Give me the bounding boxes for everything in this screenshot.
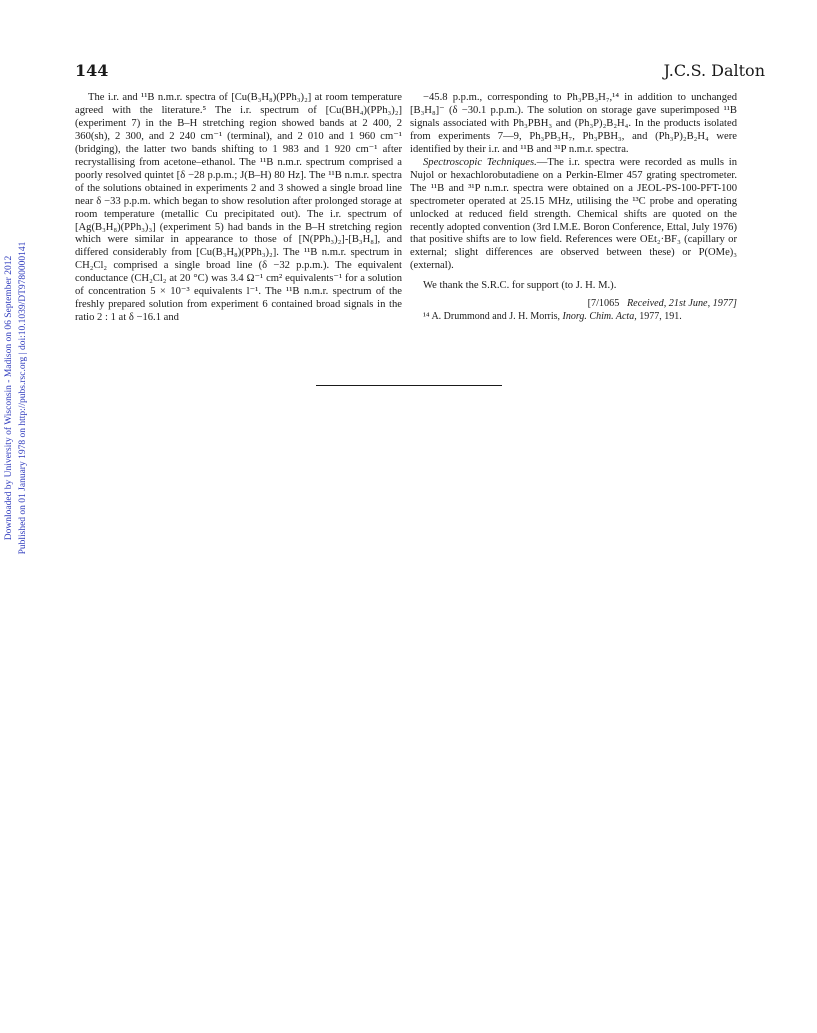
footnote-authors: A. Drummond and J. H. Morris,: [431, 311, 561, 323]
left-column: [75, 92, 402, 325]
footnote-number: ¹⁴: [423, 311, 430, 323]
received-date: Received, 21st June, 1977]: [626, 298, 737, 310]
running-head: J.C.S. Dalton: [663, 61, 765, 80]
section-title: Spectroscopic Techniques.: [423, 156, 537, 168]
spectroscopic-paragraph: [410, 157, 737, 274]
side-note: [2, 178, 32, 618]
body-paragraph: −45.8 p.p.m., corresponding to Ph₃PB₃H₇,¹⁴ in addition to unchanged [B₃H₈]⁻ (δ −30.1 p.p.m.). The solution on storage gave superimposed ¹¹B signals associated with Ph₃PBH₃ and (Ph₃P)₂B₂H₄. In the products isolated from experiments 7—9, Ph₃PB₃H₇, Ph₃PBH₃, and (Ph₃P)₂B₂H₄ were identified by their i.r. and ¹¹B and ³¹P n.m.r. spectra.: [410, 92, 737, 155]
received-line: [410, 298, 737, 311]
footnote: [410, 311, 737, 323]
body-paragraph: The i.r. and ¹¹B n.m.r. spectra of [Cu(B₃H₈)(PPh₃)₂] at room temperature agreed with the literature.⁵ The i.r. spectrum of [Cu(BH₄)(PPh₃)₂] (experiment 7) in the B–H stretching region showed bands at 2 400, 2 360(sh), 2 300, and 2 240 cm⁻¹ (terminal), and 2 010 and 1 960 cm⁻¹ (bridging), the latter two bands shifting to 1 983 and 1 920 cm⁻¹ after recrystallising from acetone–ethanol. The ¹¹B n.m.r. spectrum comprised a poorly resolved quintet [δ −28 p.p.m.; J(B–H) 80 Hz]. The ¹¹B n.m.r. spectra of the solutions obtained in experiments 2 and 3 showed a single broad line near δ −33 p.p.m. which began to show resolution after prolonged storage at room temperature (metallic Cu precipitated out). The i.r. spectrum of [Ag(B₃H₈)(PPh₃)₃] (experiment 5) had bands in the B–H stretching region which were similar in appearance to those of [N(PPh₃)₂]-[B₃H₈], and differed considerably from [Cu(B₃H₈)(PPh₃)₂]. The ¹¹B n.m.r. spectrum in CH₂Cl₂ comprised a single broad line (δ −32 p.p.m.). The equivalent conductance (CH₂Cl₂ at 20 °C) was 3.4 Ω⁻¹ cm² equivalents⁻¹ for a solution of concentration 5 × 10⁻³ equivalents l⁻¹. The ¹¹B n.m.r. spectrum of the freshly prepared solution from experiment 6 contained broad signals in the ratio 2 : 1 at δ −16.1 and: [75, 92, 402, 324]
right-column: [410, 92, 737, 323]
manuscript-ref: [7/1065: [587, 298, 620, 310]
footnote-journal: Inorg. Chim. Acta,: [562, 311, 637, 323]
page-number: 144: [75, 61, 109, 80]
end-rule: [316, 385, 502, 386]
section-text: —The i.r. spectra were recorded as mulls in Nujol or hexachlorobutadiene on a Perkin-Elmer 457 grating spectrometer. The ¹¹B and ³¹P n.m.r. spectra were obtained on a JEOL-PS-100-PFT-100 spectrometer operated at 25.15 MHz, utilising the ¹³C probe and operating unlocked at reduced field strength. Chemical shifts are quoted on the recently adopted convention (3rd I.M.E. Boron Conference, Ettal, July 1976) that positive shifts are to low field. References were OEt₂·BF₃ (capillary or external; slight differences are observed between these) or P(OMe)₃ (external).: [410, 156, 737, 272]
doi-note[interactable]: Published on 01 January 1978 on http://pubs.rsc.org | doi:10.1039/DT9780000141: [18, 241, 28, 555]
acknowledgement: We thank the S.R.C. for support (to J. H. M.).: [423, 280, 617, 292]
download-note[interactable]: Downloaded by University of Wisconsin - Madison on 06 September 2012: [4, 255, 14, 541]
footnote-rest: 1977, 191.: [639, 311, 682, 323]
